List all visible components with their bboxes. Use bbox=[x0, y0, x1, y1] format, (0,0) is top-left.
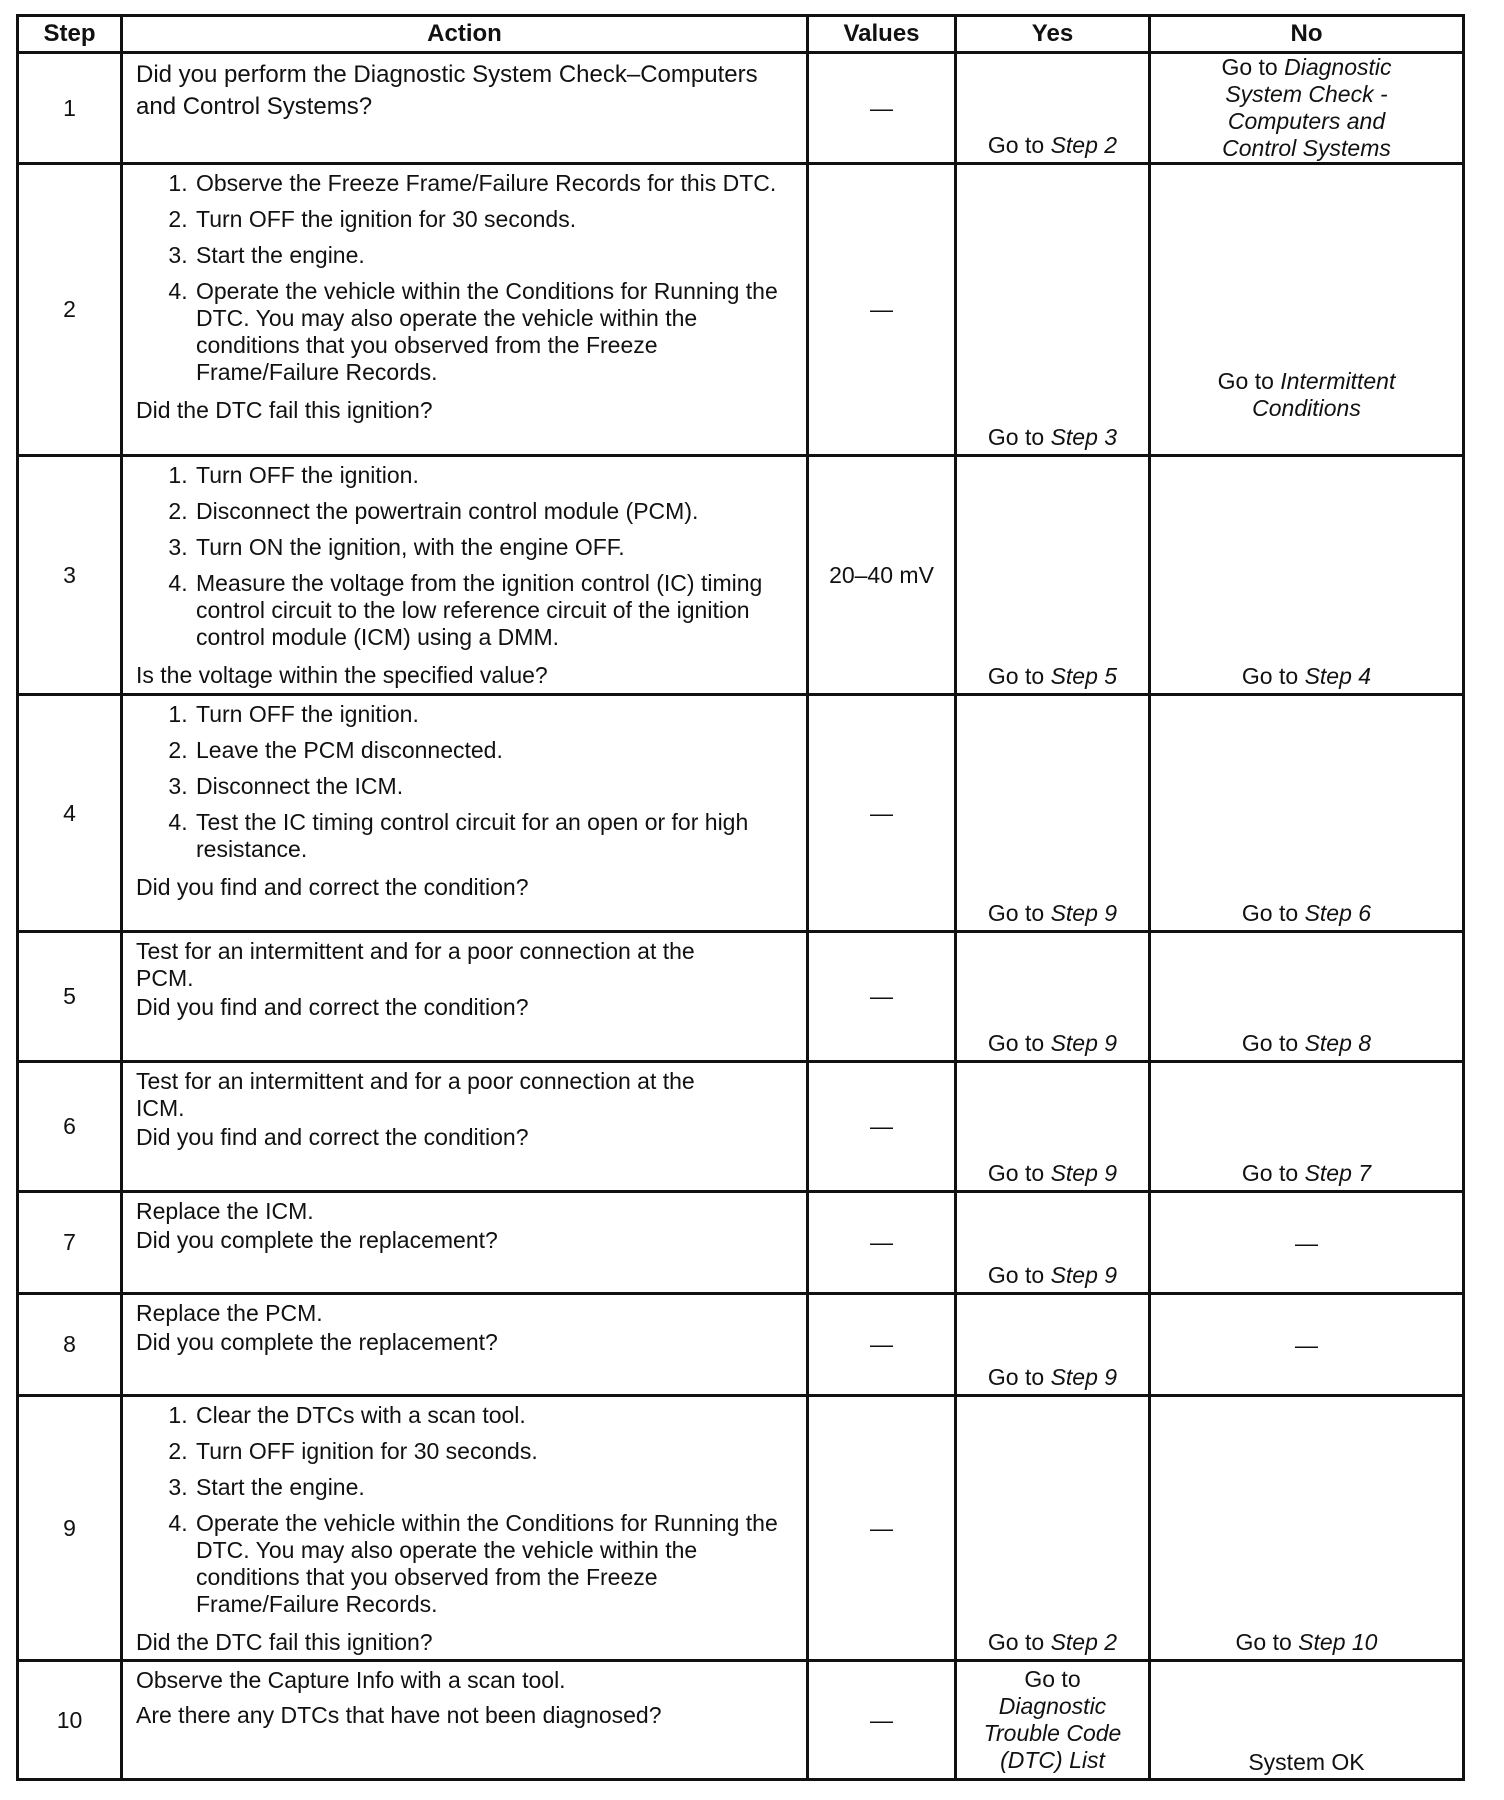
yes-step-ref: Step 2 bbox=[1050, 132, 1118, 158]
action-text: Replace the PCM. bbox=[136, 1300, 323, 1326]
action-cell bbox=[122, 164, 808, 456]
yes-prefix: Go to bbox=[987, 1030, 1051, 1056]
yes-prefix: Go to bbox=[987, 1160, 1051, 1186]
action-step-item: 3. Start the engine. bbox=[194, 1474, 798, 1501]
step-number: 3 bbox=[18, 456, 122, 695]
header-no: No bbox=[1150, 16, 1464, 53]
no-prefix: Go to bbox=[1241, 900, 1305, 926]
action-question: Did you find and correct the condition? bbox=[136, 874, 529, 900]
action-steps bbox=[136, 462, 798, 660]
action-step-item: 2. Leave the PCM disconnected. bbox=[194, 737, 798, 764]
no-cell bbox=[1150, 932, 1464, 1062]
action-step-item: 1. Observe the Freeze Frame/Failure Records for this DTC. bbox=[194, 170, 798, 197]
yes-step-ref: Step 2 bbox=[1050, 1629, 1118, 1655]
yes-cell bbox=[956, 1294, 1150, 1396]
yes-cell bbox=[956, 1062, 1150, 1192]
action-text: Replace the ICM. bbox=[136, 1198, 314, 1224]
yes-cell bbox=[956, 1192, 1150, 1294]
header-action: Action bbox=[122, 16, 808, 53]
step-number: 1 bbox=[18, 53, 122, 164]
action-question: Did you complete the replacement? bbox=[136, 1329, 498, 1355]
value-cell: — bbox=[808, 695, 956, 932]
table-row bbox=[18, 932, 1464, 1062]
yes-prefix: Go to bbox=[987, 1364, 1051, 1390]
yes-cell bbox=[956, 164, 1150, 456]
action-question: Did the DTC fail this ignition? bbox=[136, 1629, 433, 1655]
action-question: Are there any DTCs that have not been diagnosed? bbox=[136, 1702, 662, 1728]
no-step-ref: Diagnostic System Check - Computers and Control Systems bbox=[1222, 54, 1392, 161]
yes-cell bbox=[956, 1661, 1150, 1780]
action-step-item: 4. Operate the vehicle within the Conditions for Running the DTC. You may also operate the vehicle within the conditions that you observed from the Freeze Frame/Failure Records. bbox=[194, 278, 798, 386]
yes-step-ref: Diagnostic Trouble Code (DTC) List bbox=[983, 1693, 1122, 1773]
yes-step-ref: Step 9 bbox=[1050, 1030, 1118, 1056]
yes-prefix: Go to bbox=[987, 132, 1051, 158]
action-step-item: 4. Operate the vehicle within the Conditions for Running the DTC. You may also operate the vehicle within the conditions that you observed from the Freeze Frame/Failure Records. bbox=[194, 1510, 798, 1618]
yes-step-ref: Step 9 bbox=[1050, 1364, 1118, 1390]
header-step: Step bbox=[18, 16, 122, 53]
yes-prefix: Go to bbox=[987, 663, 1051, 689]
action-step-item: 3. Start the engine. bbox=[194, 242, 798, 269]
yes-prefix: Go to bbox=[987, 424, 1051, 450]
action-question: Did you find and correct the condition? bbox=[136, 1124, 529, 1150]
action-text: Observe the Capture Info with a scan tool. bbox=[136, 1667, 566, 1693]
action-text: Test for an intermittent and for a poor connection at the ICM. bbox=[136, 1068, 695, 1121]
no-step-ref: Step 4 bbox=[1304, 663, 1372, 689]
step-number: 7 bbox=[18, 1192, 122, 1294]
action-cell bbox=[122, 695, 808, 932]
no-prefix: Go to bbox=[1241, 1160, 1305, 1186]
value-cell: — bbox=[808, 1661, 956, 1780]
no-prefix: Go to bbox=[1235, 1629, 1299, 1655]
action-cell bbox=[122, 1396, 808, 1661]
no-cell bbox=[1150, 1062, 1464, 1192]
no-cell bbox=[1150, 164, 1464, 456]
table-row bbox=[18, 1062, 1464, 1192]
table-row bbox=[18, 456, 1464, 695]
no-cell bbox=[1150, 456, 1464, 695]
yes-cell bbox=[956, 932, 1150, 1062]
value-cell: — bbox=[808, 1192, 956, 1294]
no-step-ref: Step 10 bbox=[1298, 1629, 1378, 1655]
action-cell bbox=[122, 932, 808, 1062]
no-step-ref: Intermittent Conditions bbox=[1252, 368, 1396, 421]
action-cell bbox=[122, 1192, 808, 1294]
step-number: 9 bbox=[18, 1396, 122, 1661]
action-step-item: 3. Turn ON the ignition, with the engine OFF. bbox=[194, 534, 798, 561]
step-number: 8 bbox=[18, 1294, 122, 1396]
action-step-item: 4. Measure the voltage from the ignition control (IC) timing control circuit to the low reference circuit of the ignition control module (ICM) using a DMM. bbox=[194, 570, 798, 651]
action-cell bbox=[122, 1294, 808, 1396]
no-step-ref: Step 7 bbox=[1304, 1160, 1372, 1186]
action-step-item: 1. Clear the DTCs with a scan tool. bbox=[194, 1402, 798, 1429]
action-cell bbox=[122, 1062, 808, 1192]
action-step-item: 3. Disconnect the ICM. bbox=[194, 773, 798, 800]
value-cell: — bbox=[808, 1062, 956, 1192]
step-number: 2 bbox=[18, 164, 122, 456]
action-step-item: 2. Disconnect the powertrain control module (PCM). bbox=[194, 498, 798, 525]
step-number: 10 bbox=[18, 1661, 122, 1780]
action-text: Test for an intermittent and for a poor connection at the PCM. bbox=[136, 938, 695, 991]
no-prefix: Go to bbox=[1241, 1030, 1305, 1056]
yes-prefix: Go to bbox=[987, 1629, 1051, 1655]
action-step-item: 2. Turn OFF the ignition for 30 seconds. bbox=[194, 206, 798, 233]
table-row bbox=[18, 1294, 1464, 1396]
no-cell bbox=[1150, 695, 1464, 932]
table-row bbox=[18, 695, 1464, 932]
table-row bbox=[18, 1396, 1464, 1661]
step-number: 6 bbox=[18, 1062, 122, 1192]
table-row bbox=[18, 1192, 1464, 1294]
no-step-ref: Step 6 bbox=[1304, 900, 1372, 926]
yes-prefix: Go to bbox=[987, 900, 1051, 926]
action-steps bbox=[136, 1402, 798, 1627]
yes-step-ref: Step 9 bbox=[1050, 1160, 1118, 1186]
action-question: Is the voltage within the specified value? bbox=[136, 662, 548, 688]
no-cell bbox=[1150, 53, 1464, 164]
action-question: Did the DTC fail this ignition? bbox=[136, 397, 433, 423]
header-row bbox=[18, 16, 1464, 53]
no-prefix: Go to bbox=[1221, 54, 1285, 80]
action-text: Did you perform the Diagnostic System Check–Computers and Control Systems? bbox=[136, 61, 758, 120]
action-cell bbox=[122, 456, 808, 695]
step-number: 5 bbox=[18, 932, 122, 1062]
header-values: Values bbox=[808, 16, 956, 53]
action-step-item: 1. Turn OFF the ignition. bbox=[194, 701, 798, 728]
action-steps bbox=[136, 170, 798, 395]
action-steps bbox=[136, 701, 798, 872]
step-number: 4 bbox=[18, 695, 122, 932]
no-cell: System OK bbox=[1150, 1661, 1464, 1780]
value-cell: — bbox=[808, 1294, 956, 1396]
no-cell: — bbox=[1150, 1192, 1464, 1294]
action-step-item: 2. Turn OFF ignition for 30 seconds. bbox=[194, 1438, 798, 1465]
yes-cell bbox=[956, 1396, 1150, 1661]
table-row bbox=[18, 1661, 1464, 1780]
action-step-item: 1. Turn OFF the ignition. bbox=[194, 462, 798, 489]
yes-step-ref: Step 5 bbox=[1050, 663, 1118, 689]
action-cell bbox=[122, 1661, 808, 1780]
action-question: Did you find and correct the condition? bbox=[136, 994, 529, 1020]
yes-prefix: Go to bbox=[1024, 1666, 1081, 1692]
yes-cell bbox=[956, 53, 1150, 164]
value-cell: — bbox=[808, 53, 956, 164]
yes-step-ref: Step 9 bbox=[1050, 900, 1118, 926]
table-row bbox=[18, 53, 1464, 164]
no-cell: — bbox=[1150, 1294, 1464, 1396]
diagnostic-table bbox=[16, 14, 1465, 1781]
yes-step-ref: Step 9 bbox=[1050, 1262, 1118, 1288]
yes-prefix: Go to bbox=[987, 1262, 1051, 1288]
value-cell: — bbox=[808, 1396, 956, 1661]
yes-step-ref: Step 3 bbox=[1050, 424, 1118, 450]
no-step-ref: Step 8 bbox=[1304, 1030, 1372, 1056]
header-yes: Yes bbox=[956, 16, 1150, 53]
yes-cell bbox=[956, 695, 1150, 932]
value-cell: — bbox=[808, 164, 956, 456]
no-prefix: Go to bbox=[1241, 663, 1305, 689]
action-question: Did you complete the replacement? bbox=[136, 1227, 498, 1253]
no-cell bbox=[1150, 1396, 1464, 1661]
table-row bbox=[18, 164, 1464, 456]
yes-cell bbox=[956, 456, 1150, 695]
no-prefix: Go to bbox=[1217, 368, 1281, 394]
value-cell: 20–40 mV bbox=[808, 456, 956, 695]
value-cell: — bbox=[808, 932, 956, 1062]
action-cell bbox=[122, 53, 808, 164]
action-step-item: 4. Test the IC timing control circuit for an open or for high resistance. bbox=[194, 809, 798, 863]
